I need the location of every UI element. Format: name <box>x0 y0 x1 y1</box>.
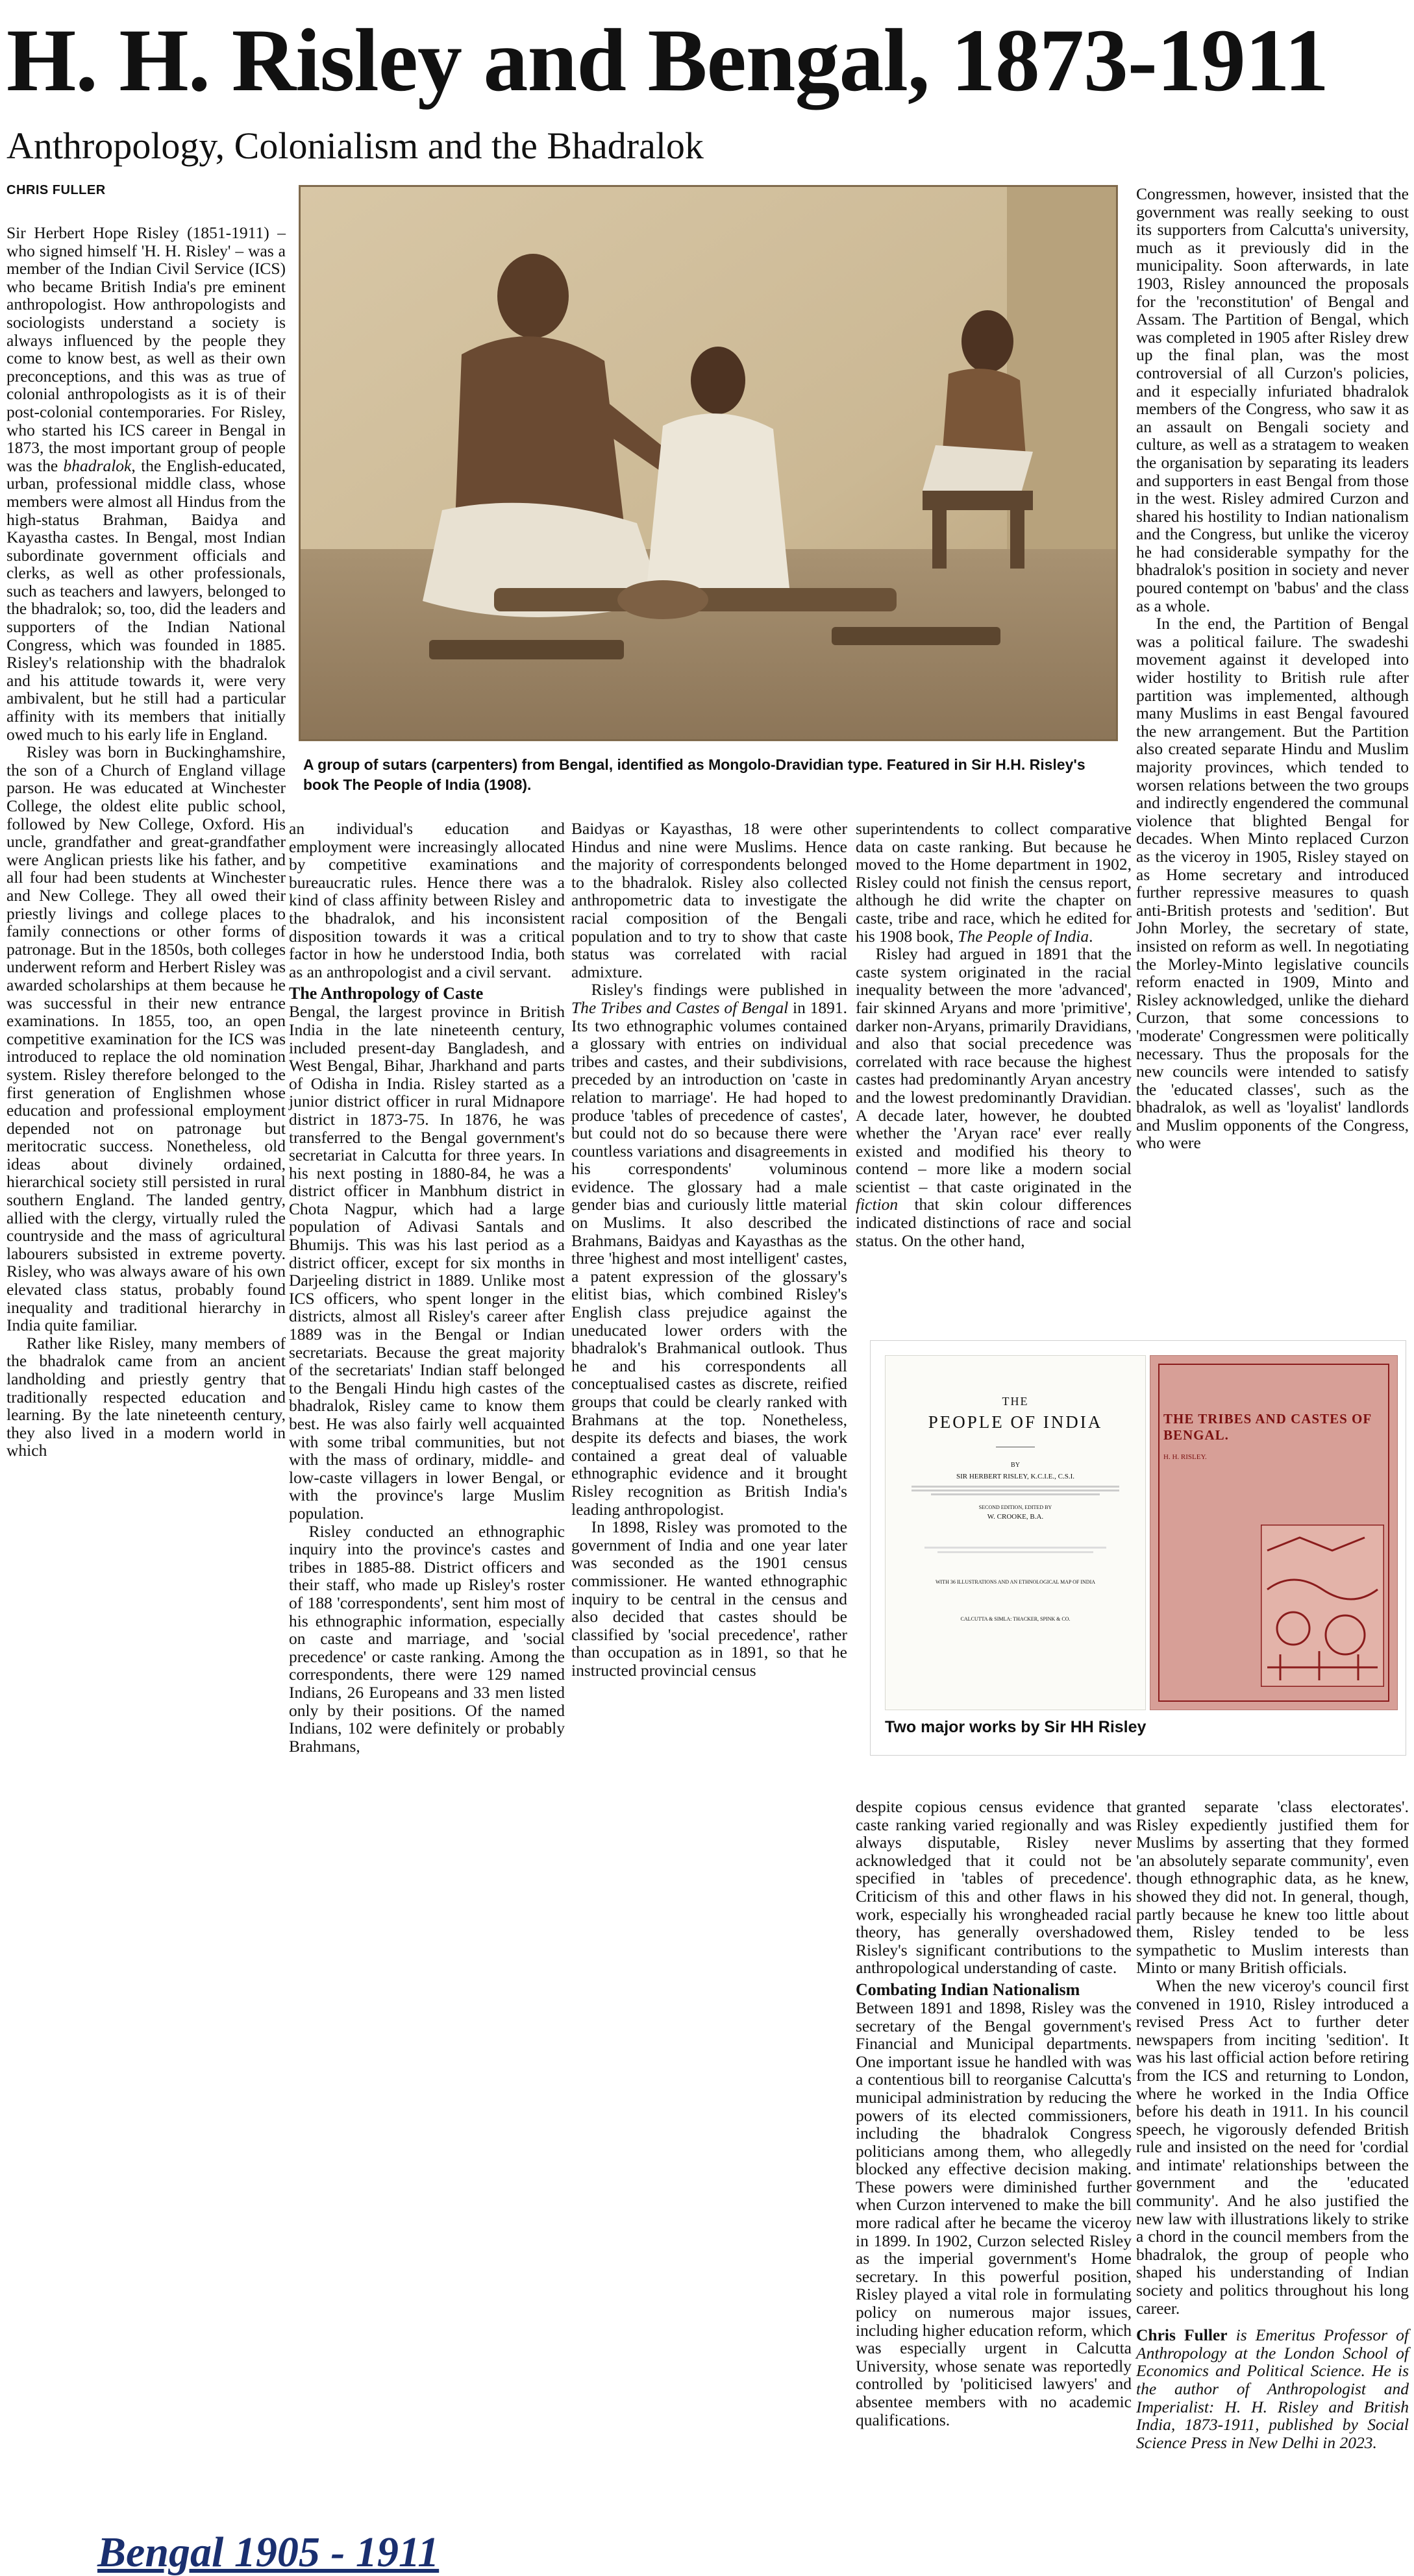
author-bio: Chris Fuller is Emeritus Professor of Anthropology at the London School of Economics and Political Science. He is the author of Anthropologist and Imperialist: H. H. Risley and British India, 1873-1911, published by Social Science Press in New Delhi in 2023. <box>1136 2325 1409 2452</box>
column-4-upper <box>856 820 1132 1249</box>
col1-paragraph-2: Risley was born in Buckinghamshire, the son of a Church of England village parson. He was educated at Winchester College, the oldest elite public school, followed by New College, Oxford. His uncle, grandfather and great-grandfather were Anglican priests like his father, and all four had been students at Winchester and New College. They all owed their priestly livings and college places to family connections or other forms of patronage. But in the 1850s, both colleges underwent reform and Herbert Risley was awarded scholarships at them because he was successful in their new entrance examinations. In 1855, too, an open competitive examination for the ICS was introduced to replace the old nomination system. Risley therefore belonged to the first generation of Englishmen whose education and professional employment depended not on patronage but meritocratic success. Nonetheless, old ideas about divinely ordained, hierarchical society still persisted in rural southern England. The landed gentry, allied with the clergy, virtually ruled the countryside and the mass of agricultural labourers subsisted in extreme poverty. Risley, who was always aware of his own elevated class status, probably found inequality and traditional hierarchy in India quite familiar. <box>6 742 286 1335</box>
book2-author: H. H. RISLEY. <box>1163 1453 1207 1461</box>
book-tribes-castes-bengal <box>1150 1355 1398 1710</box>
headline: H. H. Risley and Bengal, 1873-1911 <box>6 10 1329 110</box>
byline: CHRIS FULLER <box>6 183 106 197</box>
col1-paragraph-1: Sir Herbert Hope Risley (1851-1911) – who signed himself 'H. H. Risley' – was a member of the Indian Civil Service (ICS) who became British India's pre eminent anthropologist. How anthropologists and sociologists understand a society is always influenced by the people they come to know best, as well as their own preconceptions, and this was as true of colonial anthropologists as it is of their post-colonial contemporaries. For Risley, who started his ICS career in Bengal in 1873, the most important group of people was the bhadralok, the English-educated, urban, professional middle class, whose members were almost all Hindus from the high-status Brahman, Baidya and Kayastha castes. In Bengal, most Indian subordinate government officials and clerks, as well as other professionals, such as teachers and lawyers, belonged to the bhadralok; so, too, did the leaders and supporters of the Indian National Congress, which was founded in 1885. Risley's relationship with the bhadralok and his attitude towards it, were very ambivalent, but he still had a particular affinity with its members that initially owed much to his early life in England. <box>6 223 286 744</box>
sutars-photo <box>299 185 1118 741</box>
book1-author: SIR HERBERT RISLEY, K.C.I.E., C.S.I. <box>956 1473 1074 1480</box>
col4-paragraph-3: despite copious census evidence that caste ranking varied regionally and was always disputable, Risley never acknowledged that it could not be specified in 'tables of precedence'. Criticism of this and other flaws in his work, especially his wrongheaded racial theory, has generally overshadowed Risley's significant contributions to the anthropological understanding of caste. <box>856 1797 1132 1978</box>
col3-paragraph-1: Baidyas or Kayasthas, 18 were other Hindus and nine were Muslims. Hence the majority of correspondents belonged to the bhadralok. Risley also collected anthropometric data to investigate the racial composition of the Bengali population and to try to show that caste status was correlated with racial admixture. <box>571 819 847 981</box>
col3-paragraph-2: Risley's findings were published in The Tribes and Castes of Bengal in 1891. Its two ethnographic volumes contained a glossary with entries on individual tribes and castes, and their subdivisions, preceded by an introduction on 'caste in relation to marriage'. He had hoped to produce 'tables of precedence of castes', but could not do so because there were countless variations and disagreements in his correspondents' voluminous evidence. The glossary had a male gender bias and curiously little material on Muslims. It also described the Brahmans, Baidyas and Kayasthas as the three 'highest and most intelligent' castes, a patent expression of the glossary's elitist bias, which combined Risley's English class prejudice against the uneducated lower orders with the bhadralok's Brahmanical outlook. Thus he and his correspondents all conceptualised castes as discrete, reified groups that could be clearly ranked with Brahmans at the top. Nonetheless, despite its defects and biases, the work contained a great deal of valuable ethnographic evidence and it brought Risley recognition as British India's leading anthropologist. <box>571 980 847 1519</box>
col1-paragraph-3: Rather like Risley, many members of the bhadralok came from an ancient landholding and priestly gentry that traditionally respected education and learning. By the late nineteenth century, they also lived in a modern world in which <box>6 1333 286 1460</box>
col5-paragraph-4: When the new viceroy's council first convened in 1910, Risley introduced a revised Press Act to further deter newspapers from inciting 'sedition'. It was his last official action before retiring from the ICS and returning to London, where he worked in the India Office before his death in 1911. In his council speech, he vigorously defended British rule and insisted on the need for 'cordial and intimate' relationships between the government and the 'educated community'. And he also justified the new law with illustrations likely to strike a chord in the council members from the bhadralok, the group of people who shaped his understanding of Indian society and politics throughout his long career. <box>1136 1976 1409 2318</box>
col2-subheading: The Anthropology of Caste <box>289 984 484 1003</box>
book1-line1: THE <box>1002 1395 1029 1408</box>
column-5-upper <box>1136 185 1409 1152</box>
books-caption: Two major works by Sir HH Risley <box>885 1718 1147 1736</box>
col4-paragraph-1: superintendents to collect comparative data on caste ranking. But because he moved to the Home department in 1902, Risley could not finish the census report, although he did write the chapter on caste, tribe and race, which he edited for his 1908 book, The People of India. <box>856 819 1132 946</box>
col5-paragraph-1: Congressmen, however, insisted that the government was really seeking to oust its supporters from Calcutta's university, much as it previously did in the municipality. Soon afterwards, in late 1903, Risley announced the proposals for the 'reconstitution' of Bengal and Assam. The Partition of Bengal, which was completed in 1905 after Risley drew up the final plan, was the most controversial of all Curzon's policies, and it especially infuriated bhadralok members of the Congress, who saw it as an assault on Bengali society and culture, as well as a stratagem to weaken the organisation by separating its leaders and supporters in east Bengal from those in the west. Risley admired Curzon and shared his hostility to Indian nationalism and the Congress, but unlike the viceroy he had considerable sympathy for the bhadralok's position in society and never poured contempt on 'babus' and the class as a whole. <box>1136 184 1409 615</box>
sutars-photo-illustration <box>299 186 1117 741</box>
col4-subheading: Combating Indian Nationalism <box>856 1980 1080 1999</box>
col5-paragraph-2: In the end, the Partition of Bengal was a political failure. The swadeshi movement against it developed into wider hostility to British rule after partition was implemented, although many Muslims in east Bengal favoured the new arrangement. But the Partition also created separate Hindu and Muslim majority provinces, which tended to worsen relations between the two groups and indirectly engendered the communal violence that blighted Bengal for decades. When Minto replaced Curzon as the viceroy in 1905, Risley stayed on as Home secretary and introduced further repressive measures to quash anti-British protests and 'sedition'. But John Morley, the secretary of state, insisted on reform as well. In negotiating the Morley-Minto legislative councils reform enacted in 1909, Minto and Risley acknowledged, unlike the diehard Curzon, that some concessions to 'moderate' Congressmen were politically necessary. Thus the proposals for the new councils were intended to satisfy the 'educated classes', such as the bhadralok, as well as 'loyalist' landlords and Muslim opponents of the Congress, who were <box>1136 614 1409 1153</box>
book2-decoration <box>1261 1525 1384 1687</box>
column-4-lower <box>856 1798 1132 2429</box>
book1-editor: W. CROOKE, B.A. <box>987 1513 1044 1521</box>
photo-caption: A group of sutars (carpenters) from Bengal, identified as Mongolo-Dravidian type. Featured in Sir H.H. Risley's book The People of India (1908). <box>303 756 1085 793</box>
col2-paragraph-2: Bengal, the largest province in British India in the late nineteenth century, included present-day Bangladesh, and West Bengal, Bihar, Jharkhand and parts of Odisha in India. Risley started as a junior district officer in rural Midnapore district in 1873-75. In 1876, he was transferred to the Bengal government's secretariat in Calcutta for three years. In his next posting in 1880-84, he was a district officer in Manbhum district in Chota Nagpur, which had a large population of Adivasi Santals and Bhumijs. This was his last period as a district officer, except for six months in Darjeeling district in 1889. Unlike most ICS officers, who spent longer in the districts, almost all Risley's career after 1889 was in the Bengal or Indian secretariats. Because the great majority of the secretariats' Indian staff belonged to the Bengali Hindu high castes of the bhadralok, Risley came to know them best. He was also fairly well acquainted with some tribal communities, but not with the mass of ordinary, middle- and low-caste villagers in lower Bengal, or with the province's large Muslim population. <box>289 1002 565 1523</box>
col4-paragraph-4: Between 1891 and 1898, Risley was the secretary of the Bengal government's Financial and Municipal departments. One important issue he handled with was a contentious bill to reorganise Calcutta's municipal administration by reducing the powers of its elected commissioners, including the bhadralok Congress politicians among them, who allegedly blocked any effective decision making. These powers were diminished further when Curzon intervened to make the bill more radical after he became the viceroy in 1899. In 1902, Curzon selected Risley as the imperial government's Home secretary. In this powerful position, Risley played a vital role in formulating policy on numerous major issues, including higher education reform, which was especially urgent in Calcutta University, whose senate was reportedly controlled by 'politicised lawyers' and absentee members with no academic qualifications. <box>856 1998 1132 2429</box>
col5-paragraph-3: granted separate 'class electorates'. Risley expediently justified them for Muslims by asserting that they formed 'an absolutely separate community', even though ethnographic data, as he knew, showed they did not. In general, though, partly because he knew too little about them, Risley tended to be less sympathetic to Muslim interests than Minto or many British officials. <box>1136 1797 1409 1978</box>
book1-illus: WITH 36 ILLUSTRATIONS AND AN ETHNOLOGICAL MAP OF INDIA <box>935 1579 1096 1585</box>
column-1 <box>6 224 286 1460</box>
book1-edition: SECOND EDITION, EDITED BY <box>978 1504 1052 1510</box>
book1-by: BY <box>1011 1462 1020 1469</box>
column-3 <box>571 820 847 1680</box>
books-box <box>870 1340 1406 1756</box>
book1-title: PEOPLE OF INDIA <box>928 1412 1103 1432</box>
col2-paragraph-1: an individual's education and employment were increasingly allocated by competitive examinations and bureaucratic rules. Hence there was a kind of class affinity between Risley and the bhadralok, and his inconsistent disposition towards it was a critical factor in how he understood India, both as an anthropologist and a civil servant. <box>289 819 565 981</box>
col3-paragraph-3: In 1898, Risley was promoted to the government of India and one year later was seconded as the 1901 census commissioner. He wanted ethnographic inquiry to be central in the census and also decided that castes should be classified by 'social precedence', rather than occupation as in 1891, so that he instructed provincial census <box>571 1517 847 1680</box>
column-2 <box>289 820 565 1755</box>
book-people-of-india <box>885 1355 1146 1710</box>
book1-publisher: CALCUTTA & SIMLA: THACKER, SPINK & CO. <box>960 1616 1071 1622</box>
book2-title: THE TRIBES AND CASTES OF BENGAL. <box>1163 1411 1372 1443</box>
section-banner: Bengal 1905 - 1911 <box>97 2529 440 2576</box>
book1-fineprint <box>912 1486 1119 1495</box>
col4-paragraph-2: Risley had argued in 1891 that the caste system originated in the racial inequality between the more 'advanced', fair skinned Aryans and more 'primitive', darker non-Aryans, primarily Dravidians, and also that social precedence was correlated with race because the highest castes had predominantly Aryan ancestry and the lowest predominantly Dravidian. A decade later, however, he doubted whether the 'Aryan race' ever really existed and modified his theory to contend – more like a modern social scientist – that caste originated in the fiction that skin colour differences indicated distinctions of race and social status. On the other hand, <box>856 944 1132 1250</box>
subheadline: Anthropology, Colonialism and the Bhadralok <box>6 125 704 167</box>
col2-paragraph-3: Risley conducted an ethnographic inquiry into the province's castes and tribes in 1885-88. District officers and their staff, who made up Risley's roster of 188 'correspondents', sent him most of his ethnographic information, especially on caste and marriage, and 'social precedence' or caste ranking. Among the correspondents, there were 129 named Indians, 26 Europeans and 33 men listed only by their positions. Of the named Indians, 102 were definitely or probably Brahmans, <box>289 1521 565 1756</box>
column-5-lower <box>1136 1798 1409 2451</box>
